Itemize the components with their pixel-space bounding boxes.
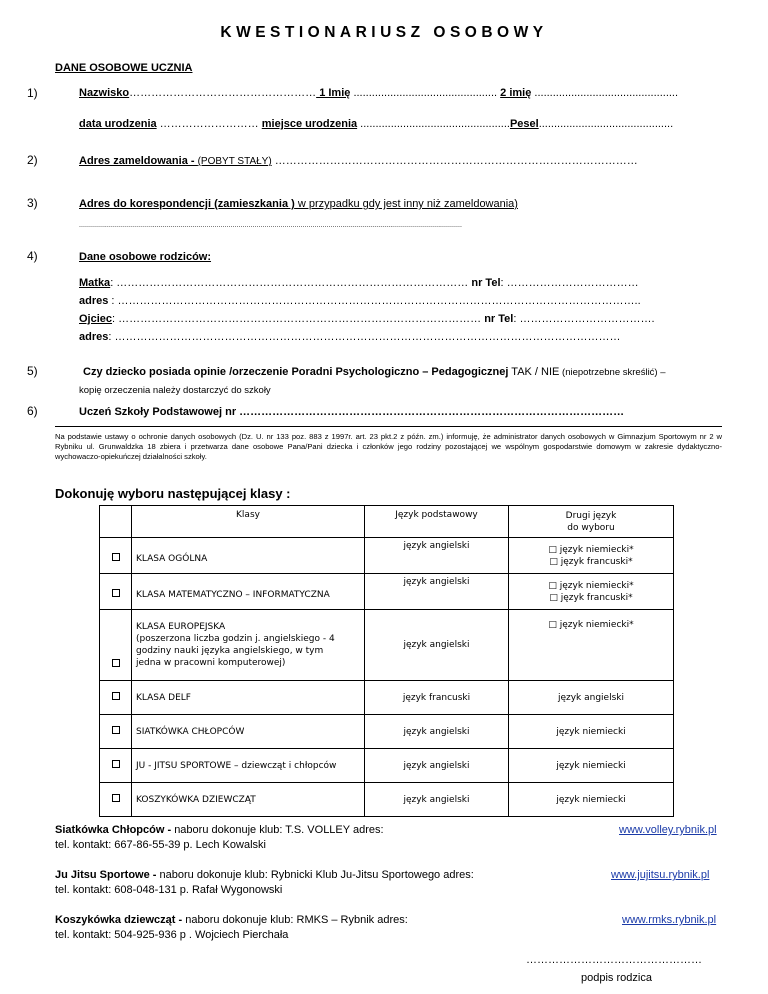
class-checkbox[interactable]: [112, 794, 120, 802]
class-name: JU - JITSU SPORTOWE – dziewcząt i chłopców: [132, 749, 365, 783]
father-tel-field[interactable]: : ……………………………….: [513, 313, 655, 325]
father-label: Ojciec: [79, 313, 113, 325]
father-field[interactable]: : ………………………………………………………………………………………: [112, 313, 482, 325]
table-row: [100, 538, 674, 574]
mother-address-label: adres: [79, 295, 109, 307]
header-empty-cell: [100, 506, 132, 538]
q2-number: 2): [27, 153, 38, 167]
first-name-field[interactable]: ...............................................: [350, 87, 498, 99]
class-checkbox[interactable]: [112, 692, 120, 700]
birth-date-field[interactable]: ………………………: [156, 118, 259, 130]
counseling-note: (niepotrzebne skreślić) –: [559, 367, 666, 378]
volley-line1: Siatkówka Chłopców - naboru dokonuje klub: T.S. VOLLEY adres:: [55, 824, 384, 836]
section-student-heading: DANE OSOBOWE UCZNIA: [55, 62, 193, 74]
header-basic-language: Język podstawowy: [365, 506, 509, 538]
father-address-label: adres: [79, 331, 109, 343]
header-second-language: [509, 506, 674, 538]
class-checkbox[interactable]: [112, 659, 120, 667]
signature-label: podpis rodzica: [581, 972, 652, 984]
option-german[interactable]: □ język niemiecki*: [509, 610, 674, 681]
q6-number: 6): [27, 404, 38, 418]
legal-notice: Na podstawie ustawy o ochronie danych osobowych (Dz. U. nr 133 poz. 883 z 1997r. art. 23 pkt.2 z późn. zm.) informuję, że administrator danych osobowych w Gimnazjum Sportowym nr 2 w Rybniku ul. Grunwaldzka 18 zbiera i przetwarza dane osobowe Pana/Pani dziecka i członków jego rodziny pozostającej we wspólnym gospodarstwie domowym w zakresie dydaktyczno-wychowaczo-opiekuńczej działalności szkoły.: [55, 432, 722, 461]
jujitsu-line1: Ju Jitsu Sportowe - naboru dokonuje klub: Rybnicki Klub Ju-Jitsu Sportowego adres:: [55, 869, 474, 881]
page-title: KWESTIONARIUSZ OSOBOWY: [220, 24, 548, 41]
class-checkbox[interactable]: [112, 726, 120, 734]
class-description: (poszerzona liczba godzin j. angielskiego - 4 godziny nauki języka angielskiego, w tym jedna w pracowni komputerowej): [136, 634, 335, 668]
option-german[interactable]: □ język niemiecki*: [548, 580, 634, 591]
parents-heading: Dane osobowe rodziców:: [79, 251, 212, 263]
table-header-row: [100, 506, 674, 538]
header-classes: Klasy: [132, 506, 365, 538]
class-name: KLASA MATEMATYCZNO – INFORMATYCZNA: [132, 574, 365, 610]
basket-link[interactable]: www.rmks.rybnik.pl: [622, 914, 717, 926]
birth-place-label: miejsce urodzenia: [261, 118, 358, 130]
volley-link[interactable]: www.volley.rybnik.pl: [619, 824, 717, 836]
second-language-options: [509, 574, 674, 610]
option-french[interactable]: □ język francuski*: [549, 556, 633, 567]
class-european-cell: [132, 610, 365, 681]
mother-line: [79, 277, 639, 289]
second-language: język niemiecki: [509, 783, 674, 817]
q1-line1: [79, 87, 678, 99]
residence-field[interactable]: ………………………………………………………………………………………: [271, 155, 638, 167]
counseling-options[interactable]: TAK / NIE: [508, 366, 560, 378]
table-row: [100, 715, 674, 749]
volley-info: [55, 824, 615, 836]
class-name: SIATKÓWKA CHŁOPCÓW: [132, 715, 365, 749]
option-french[interactable]: □ język francuski*: [549, 592, 633, 603]
q6-line: [79, 406, 624, 418]
jujitsu-link[interactable]: www.jujitsu.rybnik.pl: [611, 869, 710, 881]
class-name: KLASA OGÓLNA: [132, 538, 365, 574]
basic-language: język angielski: [365, 783, 509, 817]
second-language: język niemiecki: [509, 749, 674, 783]
basic-language: język angielski: [365, 574, 509, 610]
counseling-question: Czy dziecko posiada opinie /orzeczenie Poradni Psychologiczno – Pedagogicznej: [83, 366, 509, 378]
correspondence-field[interactable]: ................................................................................................................................................................................................: [79, 222, 463, 229]
class-table: [99, 505, 674, 817]
birth-place-field[interactable]: .................................................: [357, 118, 510, 130]
q5-line: [83, 366, 666, 378]
father-tel-label: nr Tel: [481, 313, 514, 325]
table-row: [100, 610, 674, 681]
class-choice-heading: Dokonuję wyboru następującej klasy :: [55, 486, 291, 501]
mother-tel-label: nr Tel: [468, 277, 501, 289]
class-name: KLASA EUROPEJSKA: [136, 622, 226, 632]
correspondence-note: w przypadku gdy jest inny niż zameldowania): [294, 198, 518, 210]
header-second-language-line2: do wyboru: [567, 522, 615, 533]
father-line: [79, 313, 655, 325]
second-language: język angielski: [509, 681, 674, 715]
table-row: [100, 574, 674, 610]
volley-contact: tel. kontakt: 667-86-55-39 p. Lech Kowalski: [55, 839, 266, 851]
q2-line: [79, 155, 638, 167]
basic-language: język angielski: [365, 749, 509, 783]
birth-date-label: data urodzenia: [79, 118, 157, 130]
table-row: [100, 783, 674, 817]
basic-language: język angielski: [365, 610, 509, 681]
signature-field[interactable]: …………………………………………: [526, 954, 702, 966]
jujitsu-contact: tel. kontakt: 608-048-131 p. Rafał Wygonowski: [55, 884, 283, 896]
class-name: KLASA DELF: [132, 681, 365, 715]
q1-line2: [79, 118, 673, 130]
q1-number: 1): [27, 86, 38, 100]
table-row: [100, 749, 674, 783]
father-address-field[interactable]: : …………………………………………………………………………………………………………………………: [108, 331, 621, 343]
divider-line: [55, 426, 722, 427]
residence-note: (POBYT STAŁY): [197, 156, 272, 167]
q5-number: 5): [27, 364, 38, 378]
second-name-label: 2 imię: [500, 87, 532, 99]
q3-number: 3): [27, 196, 38, 210]
basic-language: język francuski: [365, 681, 509, 715]
basic-language: język angielski: [365, 538, 509, 574]
mother-address-line: [79, 295, 641, 307]
header-second-language-line1: Drugi język: [565, 510, 617, 521]
father-address-line: [79, 331, 620, 343]
second-language: język niemiecki: [509, 715, 674, 749]
mother-field[interactable]: : ……………………………………………………………………………………: [110, 277, 469, 289]
counseling-note-line2: kopię orzeczenia należy dostarczyć do szkoły: [79, 385, 271, 396]
surname-label: Nazwisko: [79, 87, 130, 99]
mother-tel-field[interactable]: : ………………………………: [500, 277, 639, 289]
first-name-label: 1 Imię: [316, 87, 351, 99]
q4-number: 4): [27, 249, 38, 263]
pesel-field[interactable]: ............................................: [538, 118, 674, 130]
class-checkbox[interactable]: [112, 553, 120, 561]
class-checkbox[interactable]: [112, 760, 120, 768]
correspondence-label: Adres do korespondencji (zamieszkania ): [79, 198, 295, 210]
option-german[interactable]: □ język niemiecki*: [548, 544, 634, 555]
basket-line1: Koszykówka dziewcząt - naboru dokonuje klub: RMKS – Rybnik adres:: [55, 914, 408, 926]
q3-line: [79, 198, 518, 210]
second-language-options: [509, 538, 674, 574]
table-row: [100, 681, 674, 715]
class-name: KOSZYKÓWKA DZIEWCZĄT: [132, 783, 365, 817]
second-name-field[interactable]: ...............................................: [531, 87, 679, 99]
surname-field[interactable]: ……………………………………………: [129, 87, 317, 99]
primary-school-field[interactable]: ……………………………………………………………………………………………: [236, 406, 625, 418]
primary-school-label: Uczeń Szkoły Podstawowej nr: [79, 406, 237, 418]
mother-address-field[interactable]: : ……………………………………………………………………………………………………………………………..: [108, 295, 641, 307]
basket-contact: tel. kontakt: 504-925-936 p . Wojciech Pierchała: [55, 929, 289, 941]
pesel-label: Pesel: [509, 118, 539, 130]
mother-label: Matka: [79, 277, 111, 289]
basic-language: język angielski: [365, 715, 509, 749]
residence-label: Adres zameldowania -: [79, 155, 198, 167]
class-checkbox[interactable]: [112, 589, 120, 597]
